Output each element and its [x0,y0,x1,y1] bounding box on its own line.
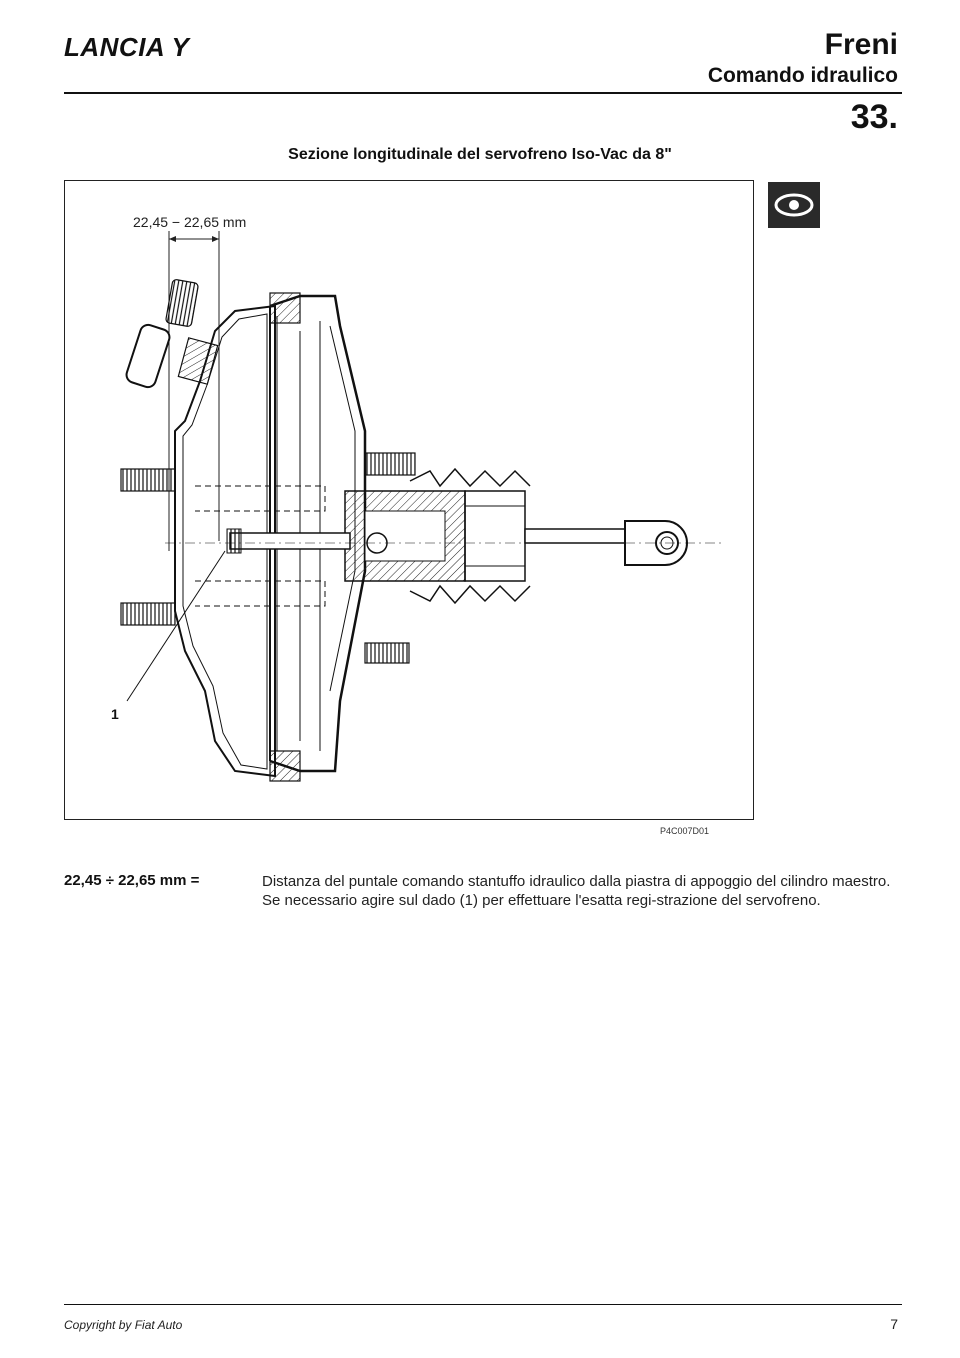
brake-booster-section-drawing [65,181,755,821]
figure-code: P4C007D01 [660,826,710,836]
copyright-text: Copyright by Fiat Auto [64,1318,183,1332]
figure-frame [64,180,754,820]
footer-divider [64,1304,902,1305]
figure-caption: Sezione longitudinale del servofreno Iso-Vac da 8" [288,146,672,163]
reservoir-fitting [124,279,217,389]
header-divider [64,92,902,94]
brand-title: LANCIA Y [64,32,190,62]
section-title: Freni [824,28,898,61]
spec-term: 22,45 ÷ 22,65 mm = [64,872,200,889]
spec-definition: Distanza del puntale comando stantuffo idraulico dalla piastra di appoggio del cilindro maestro. Se necessario agire sul dado (1) per effettuare l'esatta regi-strazione del servofreno. [262,873,891,909]
eye-icon [768,182,820,228]
page-number: 7 [890,1316,898,1332]
section-subtitle: Comando idraulico [707,64,898,87]
page-code: 33. [850,98,898,136]
dimension-marker [133,214,246,551]
callout-label: 1 [111,706,119,722]
dimension-label: 22,45 − 22,65 mm [133,214,247,230]
